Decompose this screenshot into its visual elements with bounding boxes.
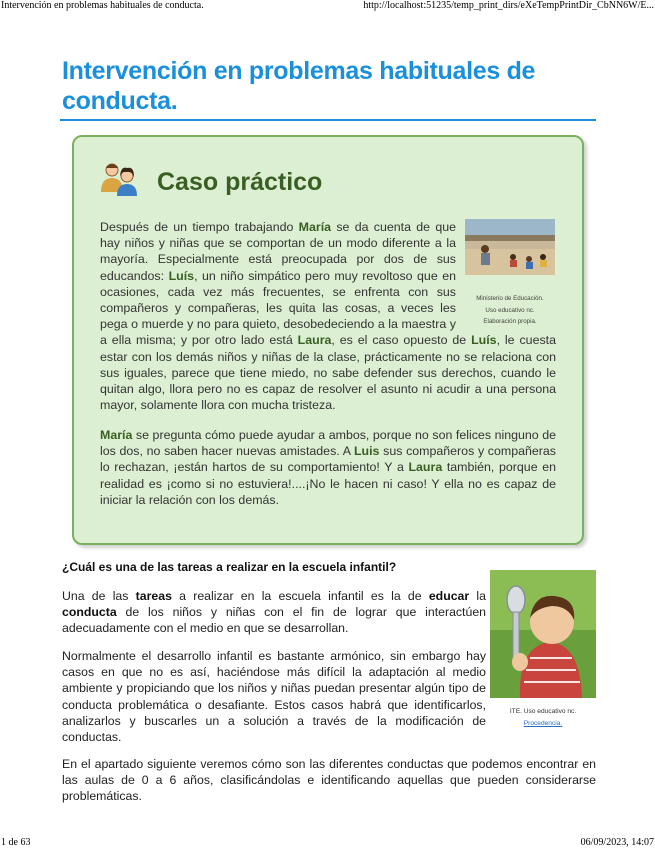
paragraph-text: Normalmente el desarrollo infantil es bastante armónico, sin embargo hay casos en que no es así, haciéndose más difícil la adaptación al medio ambiente y propiciando que los niños y niñas puedan presentar algún tipo de conducta problemática o desafiante. Estos casos habrá que identificarlos, analizarlos y buscarles un a solución a través de la modificación de conductas. <box>62 649 486 745</box>
caption-line: Elaboración propia. <box>483 318 537 325</box>
emphasis-text: Luís <box>471 333 497 348</box>
body-paragraph-3 <box>62 756 596 805</box>
body-paragraph-2 <box>62 648 486 745</box>
header-page-title: Intervención en problemas habituales de conducta. <box>1 0 204 11</box>
paragraph-text: también, porque en realidad es ¡como si no estuviera!....¡No le hacen ni caso! Y ella no es capaz de iniciar la relación con los demás. <box>100 460 556 507</box>
paragraph-text: , le cuesta estar con los demás niños y niñas de la clase, prácticamente no se relaciona con sus iguales, parece que tiene miedo, no sabe defender sus derechos, cuando le quitan algo, llora pero no es capaz de resolver el asunto ni acudir a una persona mayor, solamente llora con mucha tristeza. <box>100 333 556 413</box>
case-figure-caption <box>464 293 556 328</box>
caption-line: Uso educativo nc. <box>485 306 535 314</box>
illustration-caption-text: ITE. Uso educativo nc. <box>509 708 577 715</box>
page-counter: 1 de 63 <box>1 837 31 848</box>
paragraph-text: Después de un tiempo trabajando <box>100 220 299 234</box>
page-title: Intervención en problemas habituales de conducta. <box>62 57 536 115</box>
classroom-photo <box>465 219 555 275</box>
paragraph-text: sus compañeros y compañeras lo rechazan, ¡están hartos de su comportamiento! Y a <box>100 444 556 475</box>
print-datetime: 06/09/2023, 14:07 <box>580 837 654 848</box>
paragraph-text: a realizar en la escuela infantil es la de <box>171 589 429 603</box>
emphasis-text: María <box>100 428 133 442</box>
paragraph-text: Una de las <box>62 589 136 603</box>
emphasis-text: conducta <box>62 605 117 620</box>
emphasis-text: Luis <box>353 444 380 459</box>
emphasis-text: Laura <box>297 333 332 348</box>
illustration-caption <box>488 706 598 730</box>
child-with-spoon-illustration <box>490 570 596 698</box>
case-paragraph-2 <box>100 427 556 508</box>
emphasis-text: tareas <box>135 589 172 603</box>
header-url: http://localhost:51235/temp_print_dirs/eXeTempPrintDir_CbNN6W/E... <box>363 0 654 11</box>
emphasis-text: educar <box>428 589 470 603</box>
paragraph-text: la <box>469 589 486 603</box>
case-figure <box>464 219 556 328</box>
emphasis-text: María <box>298 220 332 234</box>
source-link[interactable]: Procedencia. <box>523 720 563 727</box>
case-study-title: Caso práctico <box>157 168 323 196</box>
paragraph-text: se da cuenta de que hay niños y niñas que se comportan de un modo diferente a la mayoría. Especialmente está preocupada por dos de sus educandos: <box>100 220 456 283</box>
browser-print-header <box>0 0 655 12</box>
title-divider <box>60 119 596 121</box>
body-paragraph-1 <box>62 588 486 637</box>
case-paragraph-1 <box>100 219 556 413</box>
paragraph-text: En el apartado siguiente veremos cómo son las diferentes conductas que podemos encontrar en las aulas de 0 a 6 años, clasificándolas e identificando aquellas que pueden considerarse problemáticas. <box>62 757 596 804</box>
emphasis-text: Laura <box>408 460 443 475</box>
paragraph-text: de los niños y niñas con el fin de lograr que interactúen adecuadamente con el medio en que se desarrollan. <box>62 605 486 636</box>
paragraph-text: , un niño simpático pero muy revoltoso que en ocasiones, cada vez más frecuentes, se enfrenta con sus compañeros y compañeras, les quita las cosas, a veces les pega o muerde y no para quieto, desobedeciendo a la maestra y a ella misma; y por otro lado está <box>100 268 456 348</box>
section-question: ¿Cuál es una de las tareas a realizar en la escuela infantil? <box>62 560 397 574</box>
paragraph-text: , es el caso opuesto de <box>331 333 472 348</box>
caption-line: Ministerio de Educación. <box>476 295 544 302</box>
two-people-icon <box>99 160 139 196</box>
emphasis-text: Luís <box>168 268 195 283</box>
paragraph-text: se pregunta cómo puede ayudar a ambos, porque no son felices ninguno de los dos, no saben hacer nuevas amistades. A <box>100 428 556 459</box>
browser-print-footer <box>0 836 655 848</box>
